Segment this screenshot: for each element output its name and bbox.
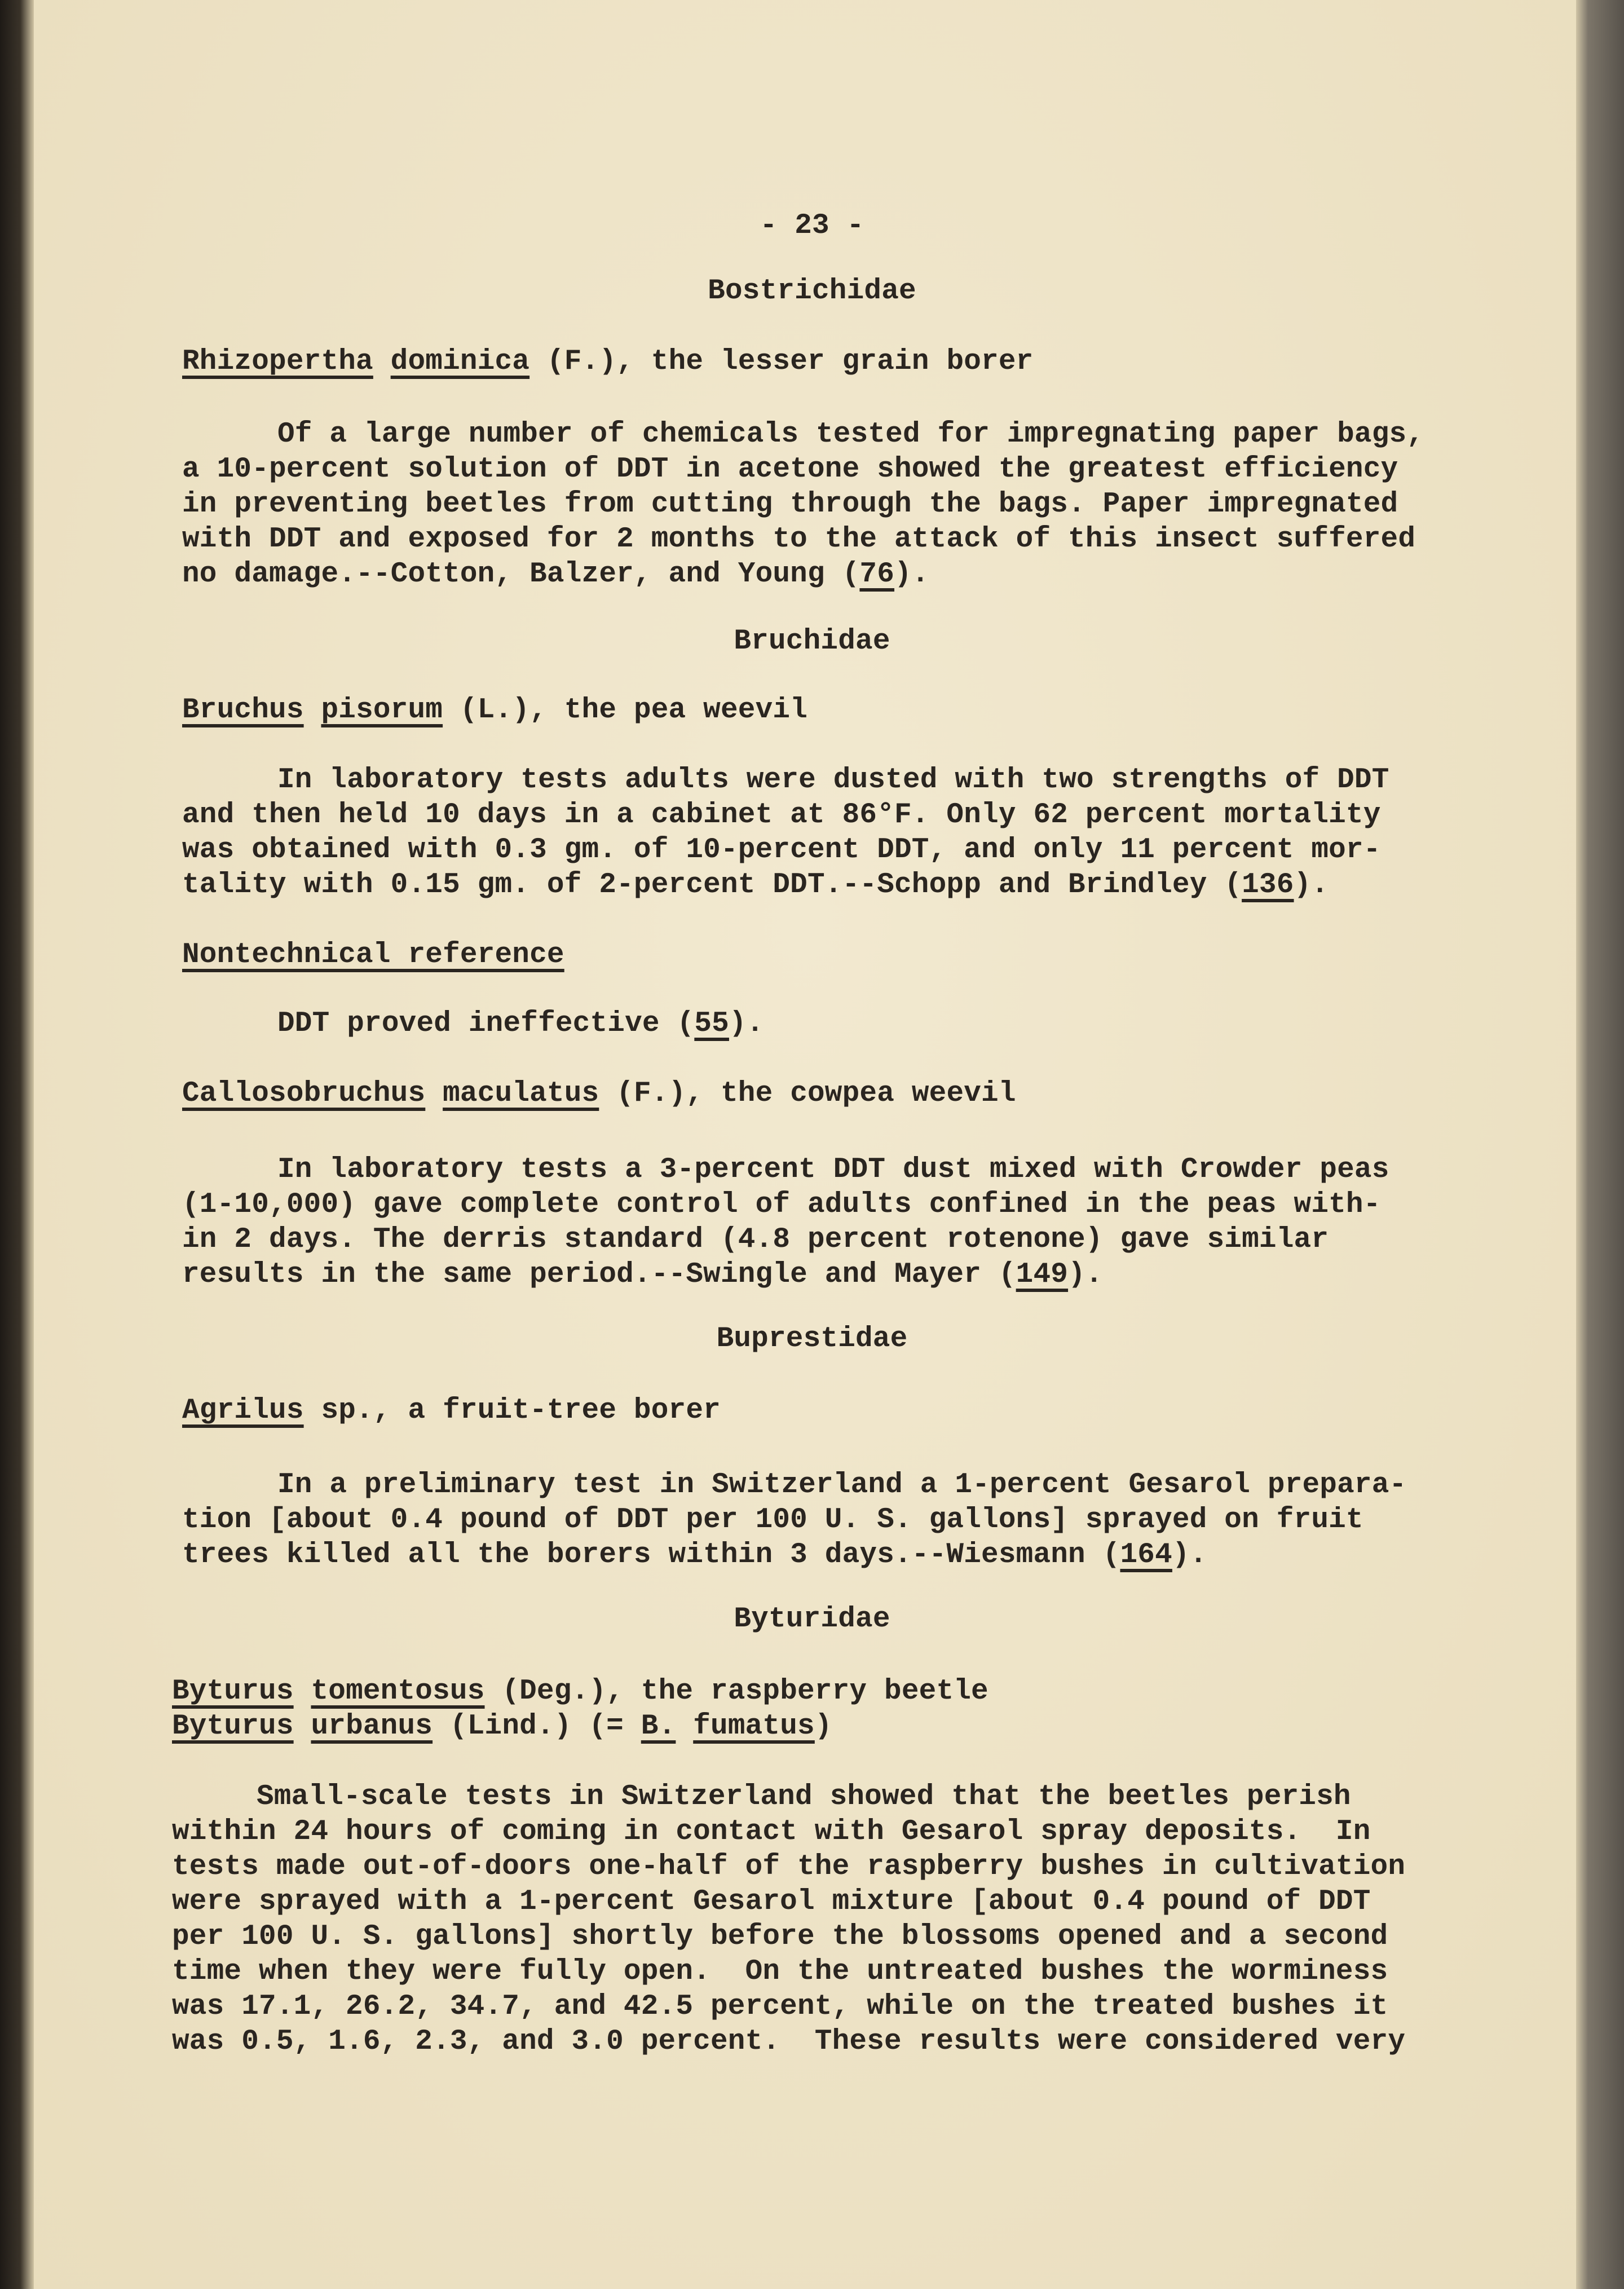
epithet: dominica (390, 346, 530, 378)
family-heading-bostrichidae: Bostrichidae (708, 275, 916, 307)
text-line: Small-scale tests in Switzerland showed that the beetles perish (257, 1781, 1351, 1813)
epithet: pisorum (321, 694, 443, 726)
text-line: were sprayed with a 1-percent Gesarol mixture [about 0.4 pound of DDT (172, 1886, 1371, 1918)
synonym: fumatus (693, 1710, 815, 1743)
text-line: in 2 days. The derris standard (4.8 percent rotenone) gave similar (182, 1224, 1329, 1256)
genus: Rhizopertha (182, 346, 373, 378)
genus: Bruchus (182, 694, 304, 726)
text-line: results in the same period.--Swingle and Mayer (149). (182, 1259, 1103, 1291)
text-line: tests made out-of-doors one-half of the raspberry bushes in cultivation (172, 1851, 1406, 1883)
reference-number: 164 (1120, 1539, 1172, 1571)
page-number: - 23 - (760, 210, 864, 242)
paren: ) (814, 1710, 832, 1743)
common-name: sp., a fruit-tree borer (303, 1395, 721, 1427)
text-line: within 24 hours of coming in contact with Gesarol spray deposits. In (172, 1816, 1371, 1848)
common-name: (L.), the pea weevil (443, 694, 807, 726)
genus: Agrilus (182, 1395, 304, 1427)
species-heading (172, 1675, 988, 1709)
text-line: per 100 U. S. gallons] shortly before the blossoms opened and a second (172, 1921, 1388, 1953)
text: trees killed all the borers within 3 days.--Wiesmann (182, 1539, 1103, 1571)
text-line: In a preliminary test in Switzerland a 1-percent Gesarol prepara- (277, 1469, 1407, 1501)
text-line: and then held 10 days in a cabinet at 86°F. Only 62 percent mortality (182, 799, 1381, 831)
period: . (911, 558, 929, 590)
text-line: was obtained with 0.3 gm. of 10-percent DDT, and only 11 percent mor- (182, 834, 1381, 866)
text-line: Of a large number of chemicals tested for impregnating paper bags, (277, 418, 1424, 451)
text-line: tality with 0.15 gm. of 2-percent DDT.--Schopp and Brindley (136). (182, 869, 1329, 901)
common-name: (F.), the cowpea weevil (599, 1078, 1016, 1110)
text-line: In laboratory tests a 3-percent DDT dust mixed with Crowder peas (277, 1154, 1389, 1186)
period: . (1311, 869, 1329, 901)
text-line: was 0.5, 1.6, 2.3, and 3.0 percent. These results were considered very (172, 2026, 1406, 2058)
text-line: (1-10,000) gave complete control of adults confined in the peas with- (182, 1189, 1381, 1221)
common-name: (Deg.), the raspberry beetle (484, 1675, 988, 1708)
genus: Byturus (172, 1675, 294, 1708)
text-line: no damage.--Cotton, Balzer, and Young (76). (182, 558, 929, 590)
text-line: in preventing beetles from cutting through the bags. Paper impregnated (182, 488, 1398, 521)
text: DDT proved ineffective (277, 1008, 677, 1040)
text-line: tion [about 0.4 pound of DDT per 100 U. S. gallons] sprayed on fruit (182, 1504, 1363, 1536)
text-line: with DDT and exposed for 2 months to the attack of this insect suffered (182, 523, 1416, 555)
species-heading (182, 1077, 1016, 1111)
reference-number: 76 (859, 558, 895, 590)
text-line: trees killed all the borers within 3 days.--Wiesmann (164). (182, 1539, 1207, 1571)
text-line: time when they were fully open. On the untreated bushes the worminess (172, 1956, 1388, 1988)
genus: Byturus (172, 1710, 294, 1743)
book-gutter (0, 0, 34, 2289)
space (676, 1710, 693, 1743)
text: tality with 0.15 gm. of 2-percent DDT.--Schopp and Brindley (182, 869, 1225, 901)
reference-number: 55 (694, 1008, 729, 1040)
species-heading (182, 1394, 721, 1428)
reference-number: 136 (1242, 869, 1294, 901)
epithet: urbanus (311, 1710, 433, 1743)
reference-number: 149 (1016, 1259, 1069, 1291)
family-heading-byturidae: Byturidae (734, 1603, 890, 1635)
epithet: tomentosus (311, 1675, 485, 1708)
species-heading (182, 345, 1033, 379)
text-line: was 17.1, 26.2, 34.7, and 42.5 percent, while on the treated bushes it (172, 1991, 1388, 2023)
text-line: In laboratory tests adults were dusted with two strengths of DDT (277, 764, 1389, 796)
period: . (746, 1008, 764, 1040)
heading-text: Nontechnical reference (182, 939, 564, 971)
species-heading (182, 694, 807, 727)
text-line: DDT proved ineffective (55). (277, 1008, 764, 1040)
text: results in the same period.--Swingle and Mayer (182, 1259, 999, 1291)
nontechnical-heading (182, 938, 564, 972)
genus: Callosobruchus (182, 1078, 426, 1110)
text-line: a 10-percent solution of DDT in acetone showed the greatest efficiency (182, 453, 1398, 486)
species-heading (172, 1710, 832, 1744)
family-heading-buprestidae: Buprestidae (716, 1323, 908, 1355)
period: . (1189, 1539, 1207, 1571)
text: no damage.--Cotton, Balzer, and Young (182, 558, 842, 590)
period: . (1085, 1259, 1103, 1291)
family-heading-bruchidae: Bruchidae (734, 625, 890, 658)
page-edge (1576, 0, 1624, 2289)
author: (Lind.) (= (433, 1710, 641, 1743)
common-name: (F.), the lesser grain borer (529, 346, 1034, 378)
epithet: maculatus (443, 1078, 599, 1110)
genus-abbr: B. (641, 1710, 676, 1743)
